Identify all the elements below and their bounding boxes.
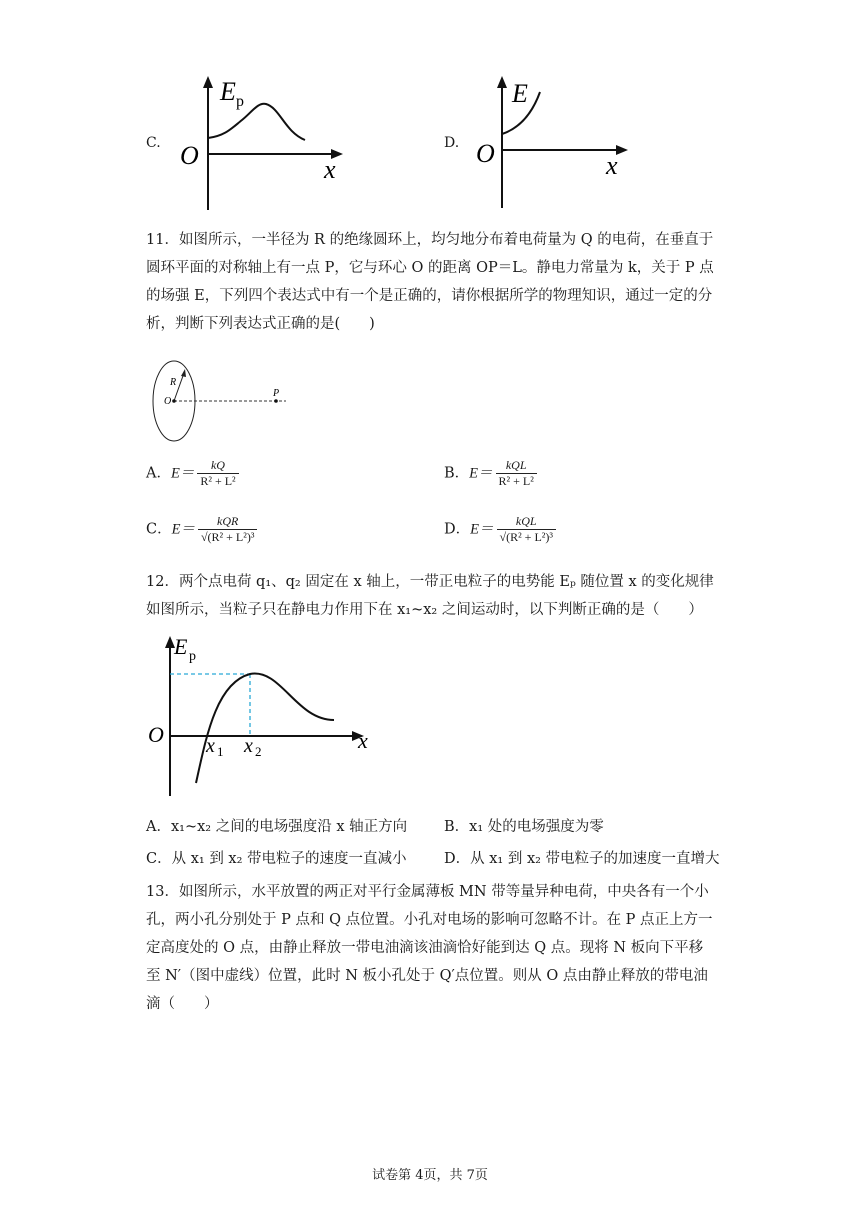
page-footer: 试卷第 4页，共 7页	[372, 1168, 488, 1183]
q11-ring-figure	[146, 358, 296, 448]
q11-option-c[interactable]: C．E＝ $\frac{\text{kQR}}{\text{√(R² + L²)³}}$	[146, 514, 257, 545]
svg-text:O: O	[180, 141, 199, 170]
q11-option-d[interactable]: D．E＝ $\frac{\text{kQL}}{\text{√(R² + L²)³}}$	[444, 514, 556, 545]
q12-option-d[interactable]: D．从 x₁ 到 x₂ 带电粒子的加速度一直增大	[444, 851, 720, 867]
q12-text: 12．两个点电荷 q₁、q₂ 固定在 x 轴上，一带正电粒子的电势能 Eₚ 随位置 x 的变化规律如图所示，当粒子只在静电力作用下在 x₁~x₂ 之间运动时，以下判断正确的是（ ）	[146, 574, 714, 618]
svg-text:O: O	[148, 722, 164, 747]
q10-option-d-graph	[470, 70, 640, 215]
svg-text:R: R	[170, 377, 177, 388]
q12-option-a[interactable]: A．x₁~x₂ 之间的电场强度沿 x 轴正方向	[146, 819, 408, 835]
q13-text: 13．如图所示，水平放置的两正对平行金属薄板 MN 带等量异种电荷，中央各有一个小孔，两小孔分别处于 P 点和 Q 点位置。小孔对电场的影响可忽略不计。在 P 点正上方一定高度处的 O 点，由静止释放一带电油滴该油滴恰好能到达 Q 点。现将 N 板向下平移至 N′（图中虚线）位置，此时 N 板小孔处于 Q′点位置。则从 O 点由静止释放的带电油滴（ ）	[146, 884, 713, 1012]
q11-option-b[interactable]: B．E＝ $\frac{\text{kQL}}{\text{R² + L²}}$	[444, 458, 537, 489]
q12-ep-graph	[146, 628, 386, 800]
svg-text:1: 1	[217, 744, 224, 759]
svg-text:p: p	[189, 649, 196, 664]
q12-option-c[interactable]: C．从 x₁ 到 x₂ 带电粒子的速度一直减小	[146, 851, 407, 867]
q12-x1-label: x	[206, 735, 215, 757]
q10-option-d-label: D.	[444, 135, 460, 151]
svg-text:O: O	[164, 396, 172, 407]
svg-text:E: E	[174, 634, 188, 659]
svg-text:p: p	[236, 93, 244, 110]
svg-text:x: x	[358, 728, 368, 753]
q10-option-c-graph	[170, 70, 350, 215]
q12-option-b[interactable]: B．x₁ 处的电场强度为零	[444, 819, 604, 835]
svg-text:x: x	[606, 151, 618, 180]
q11-text: 11．如图所示，一半径为 R 的绝缘圆环上，均匀地分布着电荷量为 Q 的电荷，在垂直于圆环平面的对称轴上有一点 P，它与环心 O 的距离 OP＝L。静电力常量为 k，关于 P 点的场强 E，下列四个表达式中有一个是正确的，请你根据所学的物理知识，通过一定的分析，判断下列表达式正确的是( )	[146, 232, 714, 332]
q12-x2-label: x	[244, 735, 253, 757]
q10-option-c-label: C.	[146, 135, 161, 151]
svg-text:O: O	[476, 139, 495, 168]
q11-option-a[interactable]: A．E＝ $\frac{kQ}{\text{R² + L²}}$	[146, 458, 239, 489]
q10-c-ylabel: E	[220, 77, 236, 106]
svg-text:E: E	[512, 79, 528, 108]
svg-text:2: 2	[255, 744, 262, 759]
svg-text:x: x	[324, 155, 336, 184]
svg-text:P: P	[273, 388, 280, 399]
